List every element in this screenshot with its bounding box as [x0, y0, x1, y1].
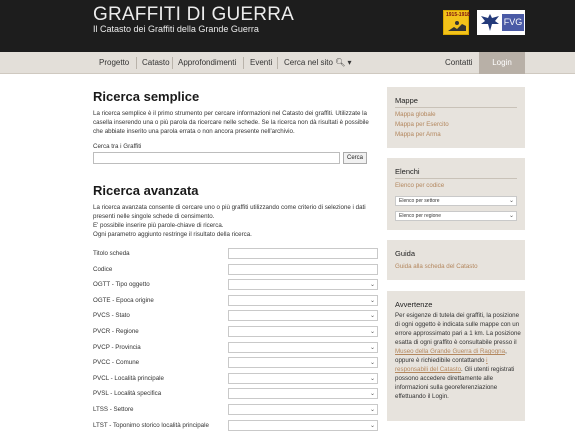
centenary-logo[interactable]	[443, 10, 469, 35]
link-mappa-per-esercito[interactable]: Mappa per Esercito	[395, 121, 449, 128]
form-select[interactable]	[228, 404, 378, 415]
form-select[interactable]	[228, 388, 378, 399]
form-field-label: PVSL - Località specifica	[93, 390, 162, 398]
form-text-input[interactable]	[228, 264, 378, 275]
chevron-down-icon: ⌄	[369, 344, 375, 351]
form-row	[93, 404, 383, 416]
select-elenco-per-regione-value: Elenco per regione	[399, 213, 441, 219]
chevron-down-icon: ⌄	[508, 213, 514, 219]
form-field-label: LTSS - Settore	[93, 406, 134, 413]
form-row	[93, 388, 383, 400]
select-elenco-per-regione[interactable]	[395, 211, 517, 221]
form-select[interactable]	[228, 310, 378, 321]
link-elenco-per-codice[interactable]: Elenco per codice	[395, 182, 445, 189]
nav-item-progetto[interactable]: Progetto	[99, 58, 130, 67]
avvertenze-title: Avvertenze	[395, 300, 433, 309]
form-field-label: LTST - Toponimo storico località principale	[93, 421, 209, 429]
form-field-label: Codice	[93, 265, 113, 273]
avvertenze-text-3: . Gli utenti registrati possono accedere direttamente alle informazioni sulla georeferenziazione effettuando il Login.	[395, 366, 515, 400]
nav-item-cerca-label: Cerca nel sito	[284, 58, 333, 67]
elenchi-title: Elenchi	[395, 167, 420, 176]
eagle-icon	[479, 12, 501, 33]
chevron-down-icon: ⌄	[369, 422, 375, 429]
form-field-label: PVCS - Stato	[93, 312, 130, 320]
link-guida-scheda[interactable]: Guida alla scheda del Catasto	[395, 263, 478, 270]
site-header	[0, 0, 575, 52]
form-select[interactable]	[228, 326, 378, 337]
form-field-label: OGTT - Tipo oggetto	[93, 281, 150, 289]
form-field-label: Titolo scheda	[93, 250, 130, 257]
link-museo-grande-guerra[interactable]: Museo della Grande Guerra di Ragogna	[395, 348, 506, 355]
select-elenco-per-settore-value: Elenco per settore	[399, 198, 440, 204]
form-row	[93, 342, 383, 354]
caret-down-icon: ▾	[347, 58, 352, 67]
form-field-label: PVCP - Provincia	[93, 343, 141, 351]
ricerca-avanzata-description: La ricerca avanzata consente di cercare uno o più graffiti utilizzando come criterio di selezione i dati presenti nelle singole schede di censimento.	[93, 204, 366, 220]
nav-item-cerca-nel-sito[interactable]	[284, 52, 352, 74]
chevron-down-icon: ⌄	[369, 391, 375, 398]
form-row	[93, 279, 383, 291]
mappe-panel	[387, 87, 525, 148]
chevron-down-icon: ⌄	[369, 360, 375, 367]
form-text-input[interactable]	[228, 248, 378, 259]
guida-title: Guida	[395, 249, 416, 258]
nav-separator	[277, 57, 278, 69]
form-field-label: PVCC - Comune	[93, 359, 140, 367]
fvg-label: FVG	[502, 14, 524, 31]
form-field-label: PVCR - Regione	[93, 328, 139, 335]
form-select[interactable]	[228, 342, 378, 353]
form-select[interactable]	[228, 295, 378, 306]
elenchi-panel	[387, 158, 525, 230]
avvertenze-text-1: Per esigenze di tutela dei graffiti, la posizione di ogni oggetto è indicata sulle mappe con un errore approssimato pari a 1 km. La posizione esatta di ogni graffito è consultabile presso il	[395, 312, 521, 346]
form-row	[93, 248, 383, 260]
search-input-label: Cerca tra i Graffiti	[93, 143, 142, 150]
form-row	[93, 295, 383, 307]
form-select[interactable]	[228, 420, 378, 431]
nav-item-contatti[interactable]: Contatti	[445, 58, 473, 67]
form-field-label: OGTE - Epoca origine	[93, 296, 154, 304]
login-button[interactable]: Login	[479, 52, 525, 74]
chevron-down-icon: ⌄	[369, 297, 375, 304]
panel-divider	[395, 107, 517, 108]
nav-separator	[172, 57, 173, 69]
nav-separator	[243, 57, 244, 69]
chevron-down-icon: ⌄	[369, 313, 375, 320]
chevron-down-icon: ⌄	[369, 407, 375, 413]
nav-item-catasto[interactable]: Catasto	[142, 58, 170, 67]
form-select[interactable]	[228, 357, 378, 368]
form-row	[93, 310, 383, 322]
search-icon: 🔍︎	[335, 58, 346, 67]
form-select[interactable]	[228, 279, 378, 290]
site-subtitle: Il Catasto dei Graffiti della Grande Guerra	[93, 24, 259, 34]
chevron-down-icon: ⌄	[508, 198, 514, 204]
link-responsabili-catasto[interactable]: i responsabili del Catasto	[395, 357, 488, 373]
mappe-title: Mappe	[395, 96, 418, 105]
main-nav	[0, 52, 575, 74]
avvertenze-text	[395, 311, 521, 401]
nav-item-eventi[interactable]: Eventi	[250, 58, 273, 67]
avvertenze-text-2: , oppure è richiedibile contattando	[395, 348, 507, 364]
form-row	[93, 264, 383, 276]
form-field-label: PVCL - Località principale	[93, 374, 164, 382]
chevron-down-icon: ⌄	[369, 282, 375, 289]
soldier-icon	[446, 18, 468, 34]
ricerca-avanzata-note: E' possibile inserire più parole-chiave di ricerca.	[93, 222, 224, 229]
link-mappa-globale[interactable]: Mappa globale	[395, 111, 436, 118]
form-row	[93, 420, 383, 432]
ricerca-semplice-description: La ricerca semplice è il primo strumento per cercare informazioni nel Catasto dei graffiti. Utilizzate la casella inserendo una o più parola da ricercare nelle schede. Se la ricerca non dà risultati è possibile che abbiate inserito una parola errata o non ancora presente nell'archivio.	[93, 110, 369, 135]
chevron-down-icon: ⌄	[369, 329, 375, 335]
link-mappa-per-arma[interactable]: Mappa per Arma	[395, 131, 441, 138]
ricerca-avanzata-title: Ricerca avanzata	[93, 183, 199, 198]
nav-separator	[136, 57, 137, 69]
panel-divider	[395, 178, 517, 179]
fvg-region-logo[interactable]	[477, 10, 525, 35]
site-title[interactable]: GRAFFITI DI GUERRA	[93, 4, 294, 25]
search-button[interactable]: Cerca	[343, 152, 367, 164]
form-row	[93, 357, 383, 369]
form-row	[93, 326, 383, 338]
select-elenco-per-settore[interactable]	[395, 196, 517, 206]
centenary-logo-text: 1915-1918	[446, 12, 470, 18]
ricerca-avanzata-restrict-note: Ogni parametro aggiunto restringe il risultato della ricerca.	[93, 231, 252, 238]
form-row	[93, 373, 383, 385]
nav-item-approfondimenti[interactable]: Approfondimenti	[178, 58, 237, 67]
ricerca-semplice-title: Ricerca semplice	[93, 89, 200, 104]
guida-panel	[387, 240, 525, 280]
chevron-down-icon: ⌄	[369, 375, 375, 382]
search-input[interactable]	[93, 152, 340, 164]
avvertenze-panel	[387, 291, 525, 421]
form-select[interactable]	[228, 373, 378, 384]
